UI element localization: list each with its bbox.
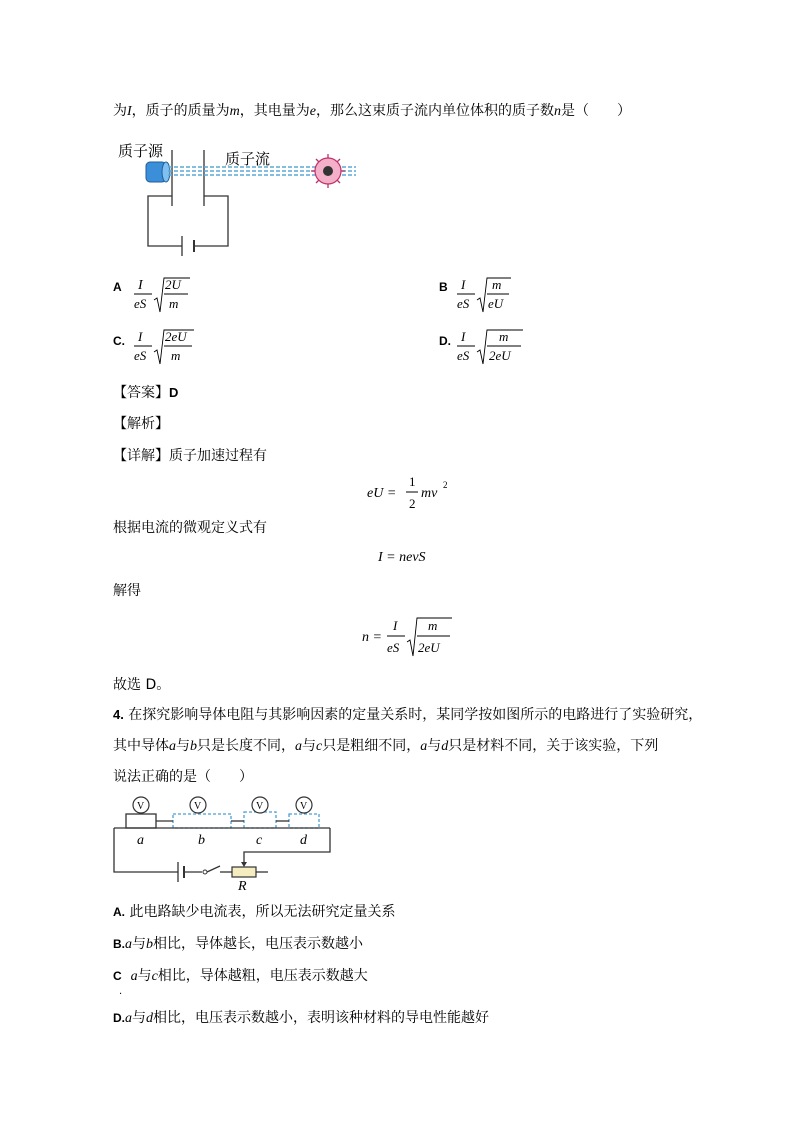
label-c: c [256, 833, 263, 848]
option-text: 相比，导体越长，电压表示数越小 [153, 936, 363, 952]
answer-tag: 【答案】 [113, 385, 169, 401]
frac-num: I [138, 329, 143, 344]
option-label: C [113, 334, 122, 348]
option-text: 此电路缺少电流表，所以无法研究定量关系 [129, 904, 396, 920]
var-b: b [146, 937, 153, 952]
intro-text: ，那么这束质子流内单位体积的质子数 [316, 103, 555, 119]
var-a: a [125, 1011, 132, 1026]
eq3-den: eS [387, 640, 400, 655]
rad-den: 2eU [489, 348, 511, 363]
q4-option-d[interactable] [113, 1008, 489, 1029]
q4-text: 与 [427, 738, 442, 754]
q4-option-b[interactable] [113, 934, 363, 955]
option-c-formula [132, 326, 196, 372]
eq1-num: 1 [409, 474, 416, 489]
rad-num: 2eU [165, 329, 187, 344]
option-b[interactable] [439, 276, 448, 295]
intro-text: 是（ ） [561, 103, 632, 119]
q4-option-a[interactable] [113, 902, 395, 922]
intro-text: ，质子的质量为 [131, 103, 230, 119]
option-text: 相比，导体越粗，电压表示数越大 [157, 968, 368, 984]
option-label: D [439, 334, 448, 348]
var-a: a [420, 739, 428, 754]
var-c: c [151, 969, 158, 984]
rheostat-icon [232, 867, 256, 877]
analysis-tag: 【解析】 [113, 416, 169, 432]
frac-num: I [461, 329, 466, 344]
option-text: 相比，电压表示数越小，表明该种材料的导电性能越好 [153, 1010, 489, 1026]
detail-text: 质子加速过程有 [169, 448, 267, 464]
micro-definition-text: 根据电流的微观定义式有 [113, 520, 267, 536]
equation-1 [365, 470, 455, 518]
eq1-den: 2 [409, 496, 416, 511]
eq1-sup: 2 [443, 480, 448, 490]
svg-text:V: V [194, 801, 202, 812]
label-a: a [137, 833, 144, 848]
var-n: n [554, 104, 562, 119]
intro-text: ，其电量为 [239, 103, 310, 119]
option-a-formula [132, 274, 192, 320]
var-b: b [190, 739, 197, 754]
rad-den: m [171, 348, 181, 363]
option-c[interactable]: C. [113, 334, 126, 348]
svg-text:V: V [256, 801, 264, 812]
equation-2: I = nevS [378, 550, 426, 565]
frac-num: I [138, 278, 143, 293]
eq3-rad-num: m [428, 618, 438, 633]
label-r: R [238, 879, 247, 892]
answer-line [113, 383, 178, 403]
switch-icon [203, 870, 207, 874]
choose-text: 故选 D。 [113, 677, 171, 693]
equation-3 [360, 614, 456, 664]
option-text: 与 [132, 936, 146, 952]
var-i: I [127, 104, 132, 119]
eq3-num: I [393, 618, 398, 633]
voltmeter-icon [190, 797, 206, 813]
var-a: a [169, 739, 176, 754]
conductor-a [126, 814, 156, 828]
voltmeter-icon [133, 797, 149, 813]
option-a[interactable] [113, 276, 122, 295]
eq1-lhs: eU = [367, 486, 397, 501]
conductor-c [244, 812, 276, 828]
label-proton-flow: 质子流 [225, 150, 271, 168]
conductor-b [173, 814, 231, 828]
circuit-wire-left [148, 196, 182, 246]
eq1-rhs: mv [421, 486, 438, 501]
label-b: b [198, 833, 205, 848]
option-label: A [113, 280, 122, 294]
eq3-lhs: n = [362, 630, 382, 645]
q4-text: 与 [302, 738, 316, 754]
conductor-circuit-figure [110, 796, 342, 892]
frac-den: eS [134, 348, 147, 363]
intro-text: 为 [113, 103, 127, 119]
target-icon [311, 154, 345, 188]
frac-den: eS [457, 296, 470, 311]
option-label: C [113, 969, 122, 983]
question-intro [113, 101, 631, 122]
detail-line [113, 446, 267, 466]
label-proton-source: 质子源 [118, 142, 164, 160]
var-a: a [125, 937, 132, 952]
rad-den: m [169, 296, 179, 311]
detail-tag: 【详解】 [113, 448, 169, 464]
var-d: d [146, 1011, 153, 1026]
rad-den: eU [488, 296, 504, 311]
voltmeter-icon [252, 797, 268, 813]
q4-line2 [113, 736, 658, 757]
q4-text: 只是长度不同， [197, 738, 295, 754]
answer-value: D [169, 385, 179, 400]
q4-line1 [113, 705, 702, 725]
rad-num: m [492, 277, 502, 292]
q4-text: 在探究影响导体电阻与其影响因素的定量关系时，某同学按如图所示的电路进行了实验研究， [128, 707, 703, 723]
var-m: m [229, 104, 240, 119]
voltmeter-icon [296, 797, 312, 813]
option-d-formula [455, 326, 527, 372]
q4-text: 与 [176, 738, 190, 754]
option-label: B. [113, 937, 125, 951]
option-d[interactable]: D. [439, 334, 452, 348]
var-a: a [295, 739, 302, 754]
conductor-d [289, 814, 319, 828]
option-b-formula [455, 274, 515, 320]
q4-text: 只是粗细不同， [322, 738, 421, 754]
q4-text: 只是材料不同，关于该实验，下列 [448, 738, 659, 754]
option-text: 与 [137, 968, 152, 984]
var-e: e [309, 104, 317, 119]
q4-option-c[interactable] [113, 966, 368, 987]
frac-num: I [461, 277, 466, 292]
eq3-rad-den: 2eU [418, 640, 440, 655]
option-text: 与 [132, 1010, 146, 1026]
var-c: c [316, 739, 323, 754]
svg-text:V: V [300, 801, 308, 812]
source-face [162, 162, 170, 182]
wire-left [114, 828, 178, 872]
var-d: d [441, 739, 449, 754]
rad-num: m [499, 329, 509, 344]
proton-source-figure [110, 136, 370, 256]
option-label: B [439, 280, 448, 294]
q4-text: 其中导体 [113, 738, 169, 754]
circuit-wire-right [194, 196, 228, 246]
option-label: A. [113, 905, 125, 919]
var-a: a [130, 969, 138, 984]
frac-den: eS [134, 296, 147, 311]
svg-text:V: V [137, 801, 145, 812]
label-d: d [300, 833, 307, 848]
rad-num: 2U [165, 277, 181, 292]
q4-number: 4. [113, 707, 124, 722]
q4-line3: 说法正确的是（ ） [113, 769, 253, 785]
option-label: D. [113, 1011, 125, 1025]
solve-text: 解得 [113, 583, 141, 599]
frac-den: eS [457, 348, 470, 363]
stray-dot: . [119, 986, 123, 997]
